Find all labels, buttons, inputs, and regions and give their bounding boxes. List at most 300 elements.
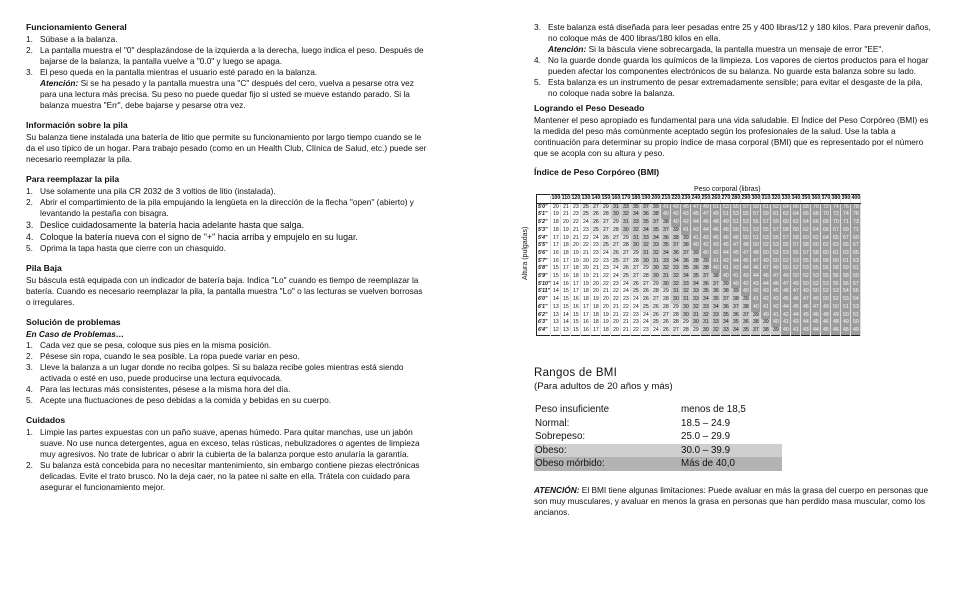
bmi-cell: 22: [601, 281, 611, 289]
table-row: [537, 296, 861, 304]
range-row-underweight: Peso insuficiente menos de 18,5: [535, 404, 746, 415]
bmi-cell: 42: [711, 250, 721, 258]
bmi-cell: 53: [801, 265, 811, 273]
bmi-cell: 20: [581, 265, 591, 273]
bmi-cell: 21: [571, 227, 581, 235]
weight-header: 280: [731, 195, 741, 204]
bmi-cell: 60: [821, 250, 831, 258]
bmi-cell: 23: [631, 319, 641, 327]
bmi-cell: 16: [561, 281, 571, 289]
bmi-cell: 31: [681, 296, 691, 304]
bmi-cell: 28: [671, 312, 681, 320]
table-row: [537, 203, 861, 211]
bmi-cell: 61: [851, 265, 861, 273]
height-label: 6'1": [537, 304, 551, 312]
bmi-cell: 33: [661, 258, 671, 266]
bmi-cell: 64: [811, 227, 821, 235]
bmi-cell: 52: [791, 265, 801, 273]
bmi-cell: 44: [691, 219, 701, 227]
section-subtitle: En Caso de Problemas…: [26, 329, 125, 339]
bmi-cell: 28: [641, 273, 651, 281]
range-row-overweight: Sobrepeso: 25.0 – 29.9: [535, 431, 731, 442]
bmi-cell: 27: [651, 296, 661, 304]
bmi-cell: 24: [621, 281, 631, 289]
bmi-cell: 45: [771, 288, 781, 296]
cuidados-list: [26, 427, 428, 493]
bmi-cell: 27: [621, 250, 631, 258]
bmi-cell: 26: [641, 288, 651, 296]
bmi-cell: 41: [761, 304, 771, 312]
weight-header: 230: [681, 195, 691, 204]
table-row: [537, 304, 861, 312]
bmi-cell: 38: [691, 258, 701, 266]
bmi-cell: 25: [591, 227, 601, 235]
bmi-cell: 24: [651, 327, 661, 335]
weight-header: 240: [691, 195, 701, 204]
bmi-cell: 51: [841, 304, 851, 312]
bmi-cell: 29: [651, 281, 661, 289]
bmi-cell: 32: [671, 273, 681, 281]
height-label: 5'2": [537, 219, 551, 227]
bmi-cell: 61: [831, 250, 841, 258]
bmi-cell: 26: [641, 296, 651, 304]
range-row-normal: Normal: 18.5 – 24.9: [535, 417, 731, 429]
bmi-cell: 65: [831, 235, 841, 243]
bmi-cell: 48: [821, 312, 831, 320]
bmi-cell: 63: [831, 242, 841, 250]
section-title: Para reemplazar la pila: [26, 174, 120, 184]
bmi-cell: 46: [721, 235, 731, 243]
bmi-cell: 30: [681, 304, 691, 312]
weight-header: 300: [751, 195, 761, 204]
bmi-cell: 53: [731, 211, 741, 219]
bmi-cell: 39: [761, 319, 771, 327]
attention-note: Atención: Si se ha pesado y la pantalla muestra una "C" después del cero, vuelva a pesarse otra vez para una lectura más precisa. Su peso no puede quedar fijo si usted se mueve estando parado. Si la balanza muestra "Err", debe bajarse y pesarse otra vez.: [40, 78, 414, 110]
bmi-cell: 46: [781, 288, 791, 296]
bmi-cell: 23: [591, 250, 601, 258]
bmi-cell: 51: [721, 211, 731, 219]
bmi-cell: 31: [621, 219, 631, 227]
bmi-cell: 76: [851, 211, 861, 219]
list-item: 1. Limpie las partes expuestas con un paño suave, apenas húmedo. Para quitar manchas, use un jabón suave. No use nunca detergentes, agua en exceso, telas rústicas, nebulizadores o agentes de limpieza muy agresivos. No trate de lubricar o abrir la cubierta de la balanza porque esto anularía la garantía.: [26, 427, 420, 459]
bmi-cell: 59: [761, 211, 771, 219]
bmi-cell: 21: [561, 211, 571, 219]
bmi-cell: 58: [781, 227, 791, 235]
bmi-cell: 52: [781, 258, 791, 266]
bmi-cell: 55: [831, 281, 841, 289]
bmi-cell: 35: [731, 319, 741, 327]
bmi-cell: 41: [691, 235, 701, 243]
bmi-cell: 32: [681, 288, 691, 296]
weight-header: 270: [721, 195, 731, 204]
weight-header: 210: [661, 195, 671, 204]
bmi-cell: 40: [761, 312, 771, 320]
bmi-cell: 38: [751, 319, 761, 327]
bmi-cell: 30: [661, 281, 671, 289]
bmi-cell: 28: [651, 288, 661, 296]
bmi-cell: 53: [771, 242, 781, 250]
section-title: Logrando el Peso Deseado: [534, 103, 645, 113]
bmi-cell: 55: [771, 235, 781, 243]
bmi-cell: 39: [691, 250, 701, 258]
bmi-cell: 37: [641, 203, 651, 211]
bmi-cell: 33: [651, 242, 661, 250]
bmi-cell: 21: [611, 304, 621, 312]
bmi-cell: 32: [631, 227, 641, 235]
bmi-cell: 46: [701, 219, 711, 227]
right-column: [522, 22, 934, 518]
bmi-cell: 31: [611, 203, 621, 211]
bmi-cell: 57: [771, 227, 781, 235]
bmi-cell: 43: [681, 211, 691, 219]
bmi-cell: 19: [601, 319, 611, 327]
bmi-cell: 56: [831, 273, 841, 281]
bmi-cell: 48: [751, 250, 761, 258]
table-row: [537, 265, 861, 273]
table-row: [537, 227, 861, 235]
bmi-cell: 17: [551, 242, 561, 250]
reemplazar-list-end: [26, 243, 428, 254]
bmi-cell: 57: [781, 235, 791, 243]
bmi-cell: 45: [781, 296, 791, 304]
bmi-cell: 53: [841, 296, 851, 304]
bmi-cell: 20: [591, 281, 601, 289]
bmi-cell: 40: [671, 219, 681, 227]
list-item: 5. Acepte una fluctuaciones de peso debidas a la comida y bebidas en su cuerpo.: [26, 395, 332, 405]
bmi-cell: 50: [741, 235, 751, 243]
bmi-cell: 30: [611, 211, 621, 219]
bmi-cell: 39: [701, 258, 711, 266]
bmi-cell: 29: [661, 288, 671, 296]
bmi-cell: 50: [761, 250, 771, 258]
bmi-cell: 47: [801, 296, 811, 304]
bmi-cell: 27: [661, 312, 671, 320]
bmi-cell: 27: [611, 235, 621, 243]
bmi-cell: 22: [611, 288, 621, 296]
bmi-cell: 57: [751, 211, 761, 219]
bmi-cell: 55: [781, 242, 791, 250]
bmi-cell: 36: [681, 258, 691, 266]
bmi-cell: 25: [581, 211, 591, 219]
bmi-cell: 70: [821, 211, 831, 219]
bmi-cell: 34: [711, 304, 721, 312]
bmi-cell: 48: [721, 227, 731, 235]
bmi-cell: 47: [781, 281, 791, 289]
bmi-cell: 24: [591, 235, 601, 243]
bmi-cell: 21: [591, 265, 601, 273]
bmi-cell: 36: [641, 211, 651, 219]
bmi-cell: 42: [781, 312, 791, 320]
bmi-cell: 29: [691, 327, 701, 335]
bmi-cell: 34: [731, 327, 741, 335]
ranges-subtitle: (Para adultos de 20 años y más): [534, 381, 673, 392]
bmi-cell: 48: [741, 242, 751, 250]
bmi-cell: 26: [611, 250, 621, 258]
bmi-cell: 50: [771, 258, 781, 266]
height-label: 5'8": [537, 265, 551, 273]
bmi-cell: 57: [761, 219, 771, 227]
bmi-cell: 32: [691, 304, 701, 312]
bmi-cell: 17: [561, 265, 571, 273]
bmi-cell: 38: [661, 219, 671, 227]
bmi-cell: 23: [611, 281, 621, 289]
bmi-cell: 35: [661, 242, 671, 250]
bmi-cell: 62: [801, 227, 811, 235]
bmi-cell: 14: [551, 296, 561, 304]
bmi-cell: 55: [791, 250, 801, 258]
bmi-cell: 45: [711, 235, 721, 243]
bmi-cell: 30: [631, 242, 641, 250]
bmi-cell: 51: [711, 203, 721, 211]
bmi-cell: 38: [711, 273, 721, 281]
bmi-cell: 58: [811, 250, 821, 258]
bmi-cell: 47: [791, 288, 801, 296]
table-row: [537, 327, 861, 335]
section-cuidados: [26, 415, 428, 493]
bmi-cell: 38: [761, 327, 771, 335]
list-item: 2. Abrir el compartimiento de la pila empujando la lengüeta en la dirección de la flecha "open" (abierto) y levantando la pestaña con bisagra.: [26, 197, 414, 218]
bmi-cell: 30: [651, 265, 661, 273]
bmi-cell: 32: [671, 281, 681, 289]
bmi-cell: 19: [591, 296, 601, 304]
bmi-cell: 41: [711, 258, 721, 266]
bmi-cell: 62: [771, 203, 781, 211]
bmi-cell: 69: [841, 227, 851, 235]
bmi-cell: 45: [801, 312, 811, 320]
bmi-cell: 62: [781, 211, 791, 219]
bmi-cell: 19: [601, 312, 611, 320]
bmi-cell: 40: [721, 273, 731, 281]
bmi-cell: 53: [791, 258, 801, 266]
bmi-cell: 32: [711, 327, 721, 335]
bmi-chart: [522, 184, 934, 356]
bmi-cell: 34: [661, 250, 671, 258]
bmi-cell: 58: [831, 265, 841, 273]
bmi-cell: 27: [641, 281, 651, 289]
bmi-cell: 36: [731, 312, 741, 320]
bmi-cell: 33: [631, 219, 641, 227]
bmi-cell: 51: [851, 312, 861, 320]
bmi-cell: 26: [661, 319, 671, 327]
bmi-cell: 50: [781, 265, 791, 273]
bmi-cell: 37: [731, 304, 741, 312]
bmi-cell: 39: [731, 288, 741, 296]
bmi-cell: 43: [691, 227, 701, 235]
weight-header: 110: [561, 195, 571, 204]
bmi-cell: 25: [601, 242, 611, 250]
weight-header: 330: [781, 195, 791, 204]
list-item: 2. Su balanza está concebida para no necesitar mantenimiento, sin embargo contiene piezas electrónicas delicadas. Evite el trato brusco. No la deja caer, no la patee ni salte en ella. Trátela con cuidado para asegurar el funcionamiento mejor.: [26, 460, 420, 492]
bmi-cell: 27: [591, 203, 601, 211]
bmi-cell: 36: [741, 319, 751, 327]
bmi-cell: 43: [801, 327, 811, 335]
bmi-body: [537, 203, 861, 335]
bmi-cell: 30: [651, 273, 661, 281]
bmi-cell: 37: [671, 242, 681, 250]
bmi-cell: 37: [681, 250, 691, 258]
bmi-cell: 33: [641, 235, 651, 243]
bmi-cell: 44: [721, 250, 731, 258]
bmi-cell: 63: [851, 258, 861, 266]
bmi-limitations-note: ATENCIÓN: El BMI tiene algunas limitaciones: Puede avaluar en más la grasa del cuerpo en personas que son muy musculares, y avaluar en menos la grasa en personas que han perdido masa muscular, como los ancianos.: [534, 484, 929, 517]
list-item: 2. La pantalla muestra el "0" desplazándose de la izquierda a la derecha, luego indica el peso. Después de bajarse de la balanza, la pantalla vuelve a "0.0" y luego se apaga.: [26, 45, 424, 66]
bmi-cell: 20: [571, 242, 581, 250]
bmi-cell: 46: [831, 327, 841, 335]
bmi-cell: 15: [561, 304, 571, 312]
height-label: 5'3": [537, 227, 551, 235]
left-column: [26, 22, 428, 502]
reemplazar-list-continued: [26, 219, 428, 243]
weight-header: 130: [581, 195, 591, 204]
bmi-cell: 34: [631, 211, 641, 219]
table-row: [537, 319, 861, 327]
list-item: 4. No la guarde donde guarda los químicos de la limpieza. Los vapores de ciertos productos para el hogar pueden afectar los componentes electrónicos de su balanza. No guarde esta balanza sobre su lado.: [534, 55, 929, 76]
bmi-cell: 49: [771, 265, 781, 273]
list-item: 4. Para las lecturas más consistentes, pésese a la misma hora del día.: [26, 384, 291, 394]
bmi-cell: 33: [721, 327, 731, 335]
bmi-cell: 55: [801, 258, 811, 266]
list-item: 1. Use solamente una pila CR 2032 de 3 voltios de litio (instalada).: [26, 186, 276, 196]
list-item: 3. El peso queda en la pantalla mientras el usuario esté parado en la balanza.: [26, 67, 318, 77]
bmi-cell: 15: [571, 319, 581, 327]
bmi-cell: 18: [561, 242, 571, 250]
bmi-cell: 18: [581, 288, 591, 296]
bmi-cell: 34: [681, 273, 691, 281]
bmi-cell: 53: [751, 227, 761, 235]
bmi-cell: 24: [611, 265, 621, 273]
bmi-cell: 67: [831, 227, 841, 235]
bmi-cell: 13: [551, 312, 561, 320]
height-label: 5'11": [538, 288, 550, 295]
bmi-cell: 68: [821, 219, 831, 227]
bmi-cell: 36: [661, 235, 671, 243]
bmi-cell: 31: [651, 258, 661, 266]
weight-header: 260: [711, 195, 721, 204]
bmi-cell: 26: [591, 211, 601, 219]
bmi-cell: 56: [851, 288, 861, 296]
bmi-cell: 34: [691, 281, 701, 289]
bmi-cell: 29: [611, 219, 621, 227]
weight-header: 150: [601, 195, 611, 204]
bmi-cell: 38: [701, 265, 711, 273]
bmi-cell: 32: [621, 211, 631, 219]
bmi-cell: 59: [771, 219, 781, 227]
bmi-cell: 39: [771, 327, 781, 335]
bmi-cell: 61: [841, 258, 851, 266]
bmi-cell: 66: [821, 227, 831, 235]
bmi-cell: 73: [851, 219, 861, 227]
bmi-cell: 59: [851, 273, 861, 281]
bmi-cell: 29: [681, 319, 691, 327]
bmi-cell: 53: [761, 235, 771, 243]
bmi-cell: 46: [711, 227, 721, 235]
bmi-cell: 60: [781, 219, 791, 227]
bmi-cell: 43: [731, 265, 741, 273]
bmi-cell: 68: [811, 211, 821, 219]
bmi-cell: 31: [661, 273, 671, 281]
bmi-cell: 49: [721, 219, 731, 227]
bmi-cell: 64: [801, 219, 811, 227]
bmi-cell: 29: [631, 250, 641, 258]
table-row: [537, 273, 861, 281]
bmi-cell: 26: [601, 235, 611, 243]
bmi-cell: 52: [801, 273, 811, 281]
bmi-cell: 57: [791, 242, 801, 250]
bmi-cell: 54: [851, 296, 861, 304]
bmi-cell: 39: [751, 312, 761, 320]
bmi-cell: 17: [581, 312, 591, 320]
table-row: [537, 281, 861, 289]
bmi-cell: 18: [551, 219, 561, 227]
bmi-cell: 21: [591, 273, 601, 281]
bmi-cell: 38: [721, 288, 731, 296]
height-label: 5'4": [537, 235, 551, 243]
bmi-cell: 50: [841, 312, 851, 320]
bmi-cell: 53: [741, 219, 751, 227]
paragraph: Mantener el peso apropiado es fundamental para una vida saludable. El Índice del Peso Corpóreo (BMI) es la medida del peso más comúnmente aceptado según los profesionales de la salud. Use la tabla a continuación para determinar su propio índice de masa corporal (BMI) que es representado por el número que se acopla con su altura y peso.: [534, 115, 929, 158]
bmi-cell: 24: [631, 296, 641, 304]
chart-title: Peso corporal (libras): [694, 186, 761, 193]
bmi-cell: 36: [701, 281, 711, 289]
bmi-cell: 30: [701, 327, 711, 335]
bmi-cell: 16: [551, 250, 561, 258]
bmi-cell: 29: [671, 304, 681, 312]
list-item: 5. Esta balanza es un instrumento de pesar extremadamente sensible; para evitar el desgaste de la pila, no coloque nada sobre la balanza.: [534, 77, 923, 98]
list-item: 1. Cada vez que se pesa, coloque sus pies en la misma posición.: [26, 340, 272, 350]
bmi-cell: 29: [641, 265, 651, 273]
bmi-cell: 58: [791, 235, 801, 243]
bmi-cell: 55: [731, 203, 741, 211]
bmi-cell: 23: [601, 265, 611, 273]
bmi-cell: 15: [561, 296, 571, 304]
section-title: Información sobre la pila: [26, 120, 128, 130]
bmi-cell: 39: [681, 235, 691, 243]
bmi-cell: 70: [831, 219, 841, 227]
bmi-cell: 49: [811, 296, 821, 304]
bmi-cell: 14: [561, 312, 571, 320]
bmi-cell: 34: [651, 235, 661, 243]
weight-header: 140: [591, 195, 601, 204]
bmi-cell: 52: [811, 281, 821, 289]
bmi-cell: 47: [761, 265, 771, 273]
bmi-cell: 56: [811, 258, 821, 266]
bmi-cell: 60: [791, 227, 801, 235]
bmi-cell: 53: [811, 273, 821, 281]
bmi-cell: 46: [801, 304, 811, 312]
bmi-cell: 47: [691, 203, 701, 211]
bmi-cell: 48: [841, 327, 851, 335]
bmi-cell: 47: [811, 304, 821, 312]
bmi-cell: 18: [591, 312, 601, 320]
bmi-cell: 35: [701, 288, 711, 296]
bmi-cell: 15: [571, 312, 581, 320]
bmi-cell: 58: [821, 258, 831, 266]
bmi-cell: 45: [811, 319, 821, 327]
bmi-cell: 23: [641, 327, 651, 335]
bmi-cell: 29: [601, 203, 611, 211]
bmi-cell: 17: [591, 327, 601, 335]
bmi-cell: 26: [661, 327, 671, 335]
bmi-cell: 52: [771, 250, 781, 258]
bmi-cell: 55: [741, 211, 751, 219]
height-label: 6'3": [537, 319, 551, 327]
bmi-cell: 21: [601, 288, 611, 296]
bmi-cell: 30: [621, 227, 631, 235]
bmi-cell: 39: [671, 227, 681, 235]
bmi-cell: 46: [791, 296, 801, 304]
bmi-cell: 52: [761, 242, 771, 250]
bmi-cell: 28: [631, 258, 641, 266]
